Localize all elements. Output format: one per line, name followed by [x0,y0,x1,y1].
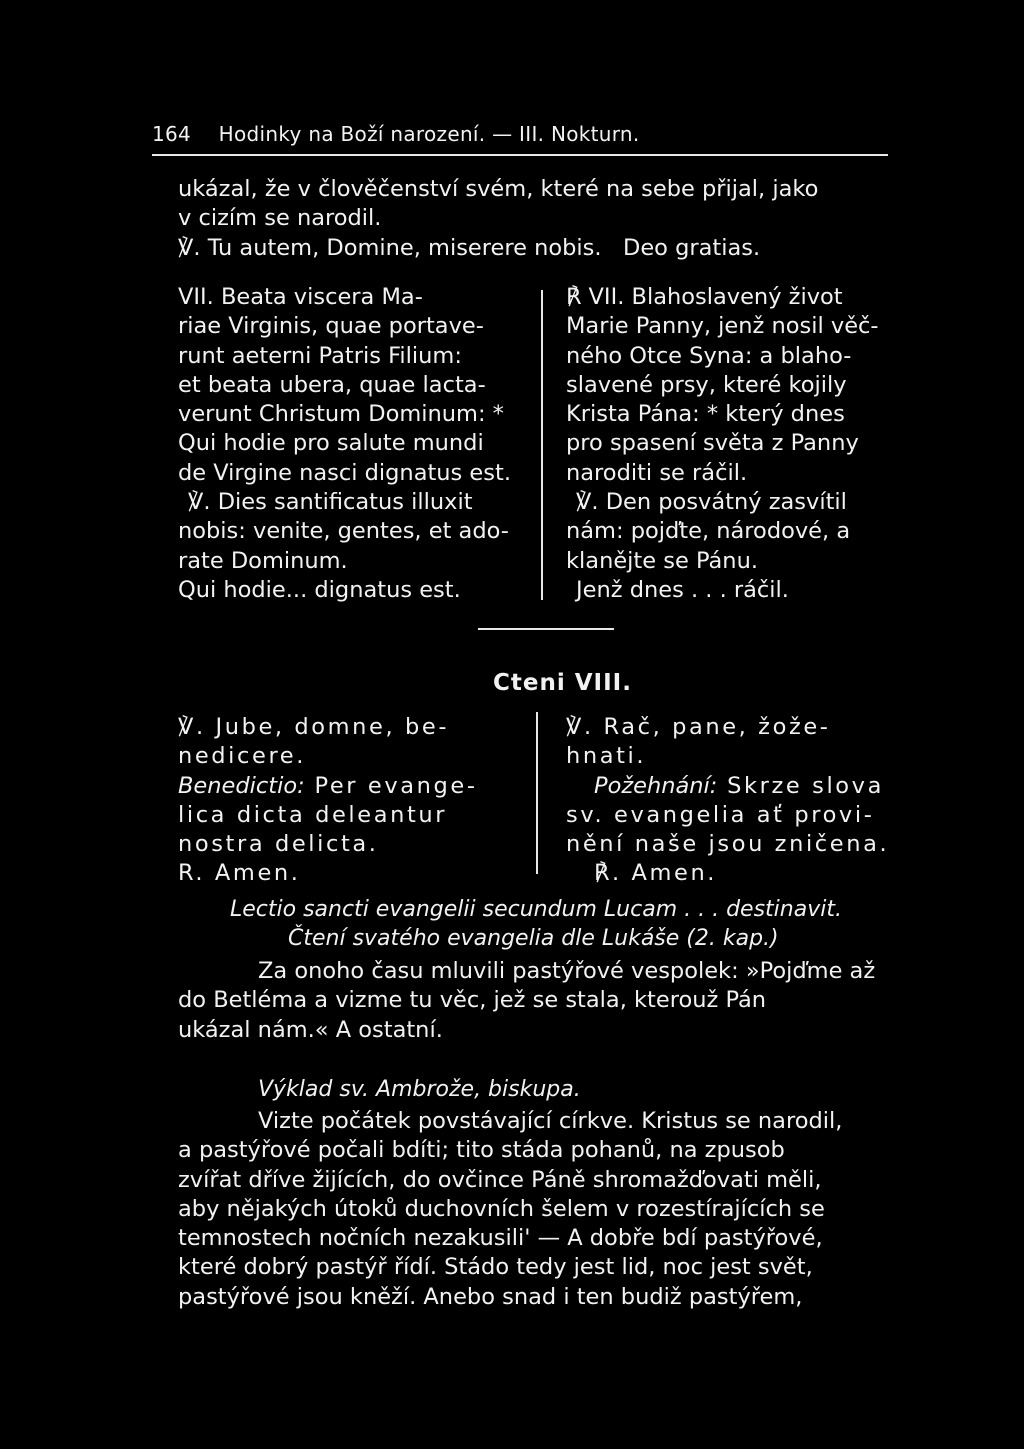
blessing-text: Skrze slova [727,772,884,799]
text-line: ℣. Jube, domne, be- [178,714,450,740]
text-line: pastýřové jsou kněží. Anebo snad i ten budiž pastýřem, [178,1283,803,1310]
homily-text [178,1107,910,1312]
text-line: ℟. Amen. [594,860,718,887]
running-title: Hodinky na Boží narození. — III. Nokturn. [218,122,640,146]
text-line: lica dicta deleantur [178,801,448,828]
text-line: pro spasení světa z Panny [566,430,859,457]
homily-heading: Výklad sv. Ambrože, biskupa. [258,1077,581,1102]
text-line: ukázal, že v člověčenství svém, které na sebe přijal, jako [178,176,819,202]
text-line: ℣. Dies santificatus illuxit [188,489,473,516]
text-line: sv. evangelia ať provi- [566,801,875,828]
text-line: ℣. Tu autem, Domine, miserere nobis. Deo gratias. [178,234,761,261]
text-line: riae Virginis, quae portave- [178,313,484,340]
text-line: nám: pojďte, národové, a [566,518,851,545]
blessing-label: Požehnání: [594,772,718,799]
top-paragraph [178,175,910,263]
text-line: aby nějakých útoků duchovních šelem v rozestírajících se [178,1195,825,1222]
latin-blessing [178,713,526,889]
text-line: slavené prsy, které kojily [566,371,847,398]
text-line: VII. Beata viscera Ma- [178,284,423,310]
latin-responsory [178,283,532,605]
gospel-latin-heading: Lectio sancti evangelii secundum Lucam . . . destinavit. [230,897,842,922]
text-line: Krista Pána: * který dnes [566,401,845,428]
page-number: 164 [152,122,192,146]
text-line: et beata ubera, quae lacta- [178,371,486,398]
text-line: Qui hodie pro salute mundi [178,430,484,457]
text-line [178,772,526,801]
gospel-text [178,957,910,1045]
column-divider [541,290,543,600]
text-line: nobis: venite, gentes, et ado- [178,518,509,545]
text-line: ℟ VII. Blahoslavený život [566,284,843,310]
text-line: ℣. Den posvátný zasvítil [576,489,847,516]
text-line: ℣. Rač, pane, žože- [566,714,831,740]
column-divider [536,712,538,874]
text-line: ného Otce Syna: a blaho- [566,342,852,369]
text-line: ukázal nám.« A ostatní. [178,1016,443,1043]
blessing-label: Benedictio: [178,772,305,799]
text-line: Vizte počátek povstávající církve. Kristus se narodil, [258,1108,843,1134]
reading-title: Cteni VIII. [493,670,632,696]
text-line: de Virgine nasci dignatus est. [178,459,511,486]
header-rule [152,154,888,156]
running-header [152,122,640,146]
gospel-czech-heading: Čtení svatého evangelia dle Lukáše (2. kap.) [288,926,779,951]
text-line: v cizím se narodil. [178,205,382,232]
section-separator [478,628,614,630]
text-line: do Betléma a vizme tu věc, jež se stala, kterouž Pán [178,987,767,1014]
text-line: Za onoho času mluvili pastýřové vespolek: »Pojďme až [258,958,876,984]
text-line: nedicere. [178,743,307,770]
text-line: nění naše jsou zničena. [566,831,890,858]
czech-responsory [566,283,910,605]
text-line: klanějte se Pánu. [566,547,758,574]
text-line: nostra delicta. [178,831,379,858]
text-line: Marie Panny, jenž nosil věč- [566,313,879,340]
text-line: hnati. [566,743,647,770]
text-line: zvířat dříve žijících, do ovčince Páně shromažďovati měli, [178,1166,822,1193]
text-line: Jenž dnes . . . ráčil. [576,576,789,603]
text-line [566,772,910,801]
text-line: verunt Christum Dominum: * [178,401,504,428]
text-line: naroditi se ráčil. [566,459,748,486]
text-line: runt aeterni Patris Filium: [178,342,462,369]
text-line: které dobrý pastýř řídí. Stádo tedy jest lid, noc jest svět, [178,1254,813,1281]
blessing-text: Per evange- [314,772,478,799]
text-line: a pastýřové počali bdíti; tito stáda pohanů, na zpusob [178,1137,785,1164]
text-line: rate Dominum. [178,547,348,574]
text-line: temnostech nočních nezakusili' — A dobře bdí pastýřové, [178,1225,823,1252]
czech-blessing [566,713,910,889]
text-line: R. Amen. [178,860,301,887]
text-line: Qui hodie... dignatus est. [178,576,461,603]
